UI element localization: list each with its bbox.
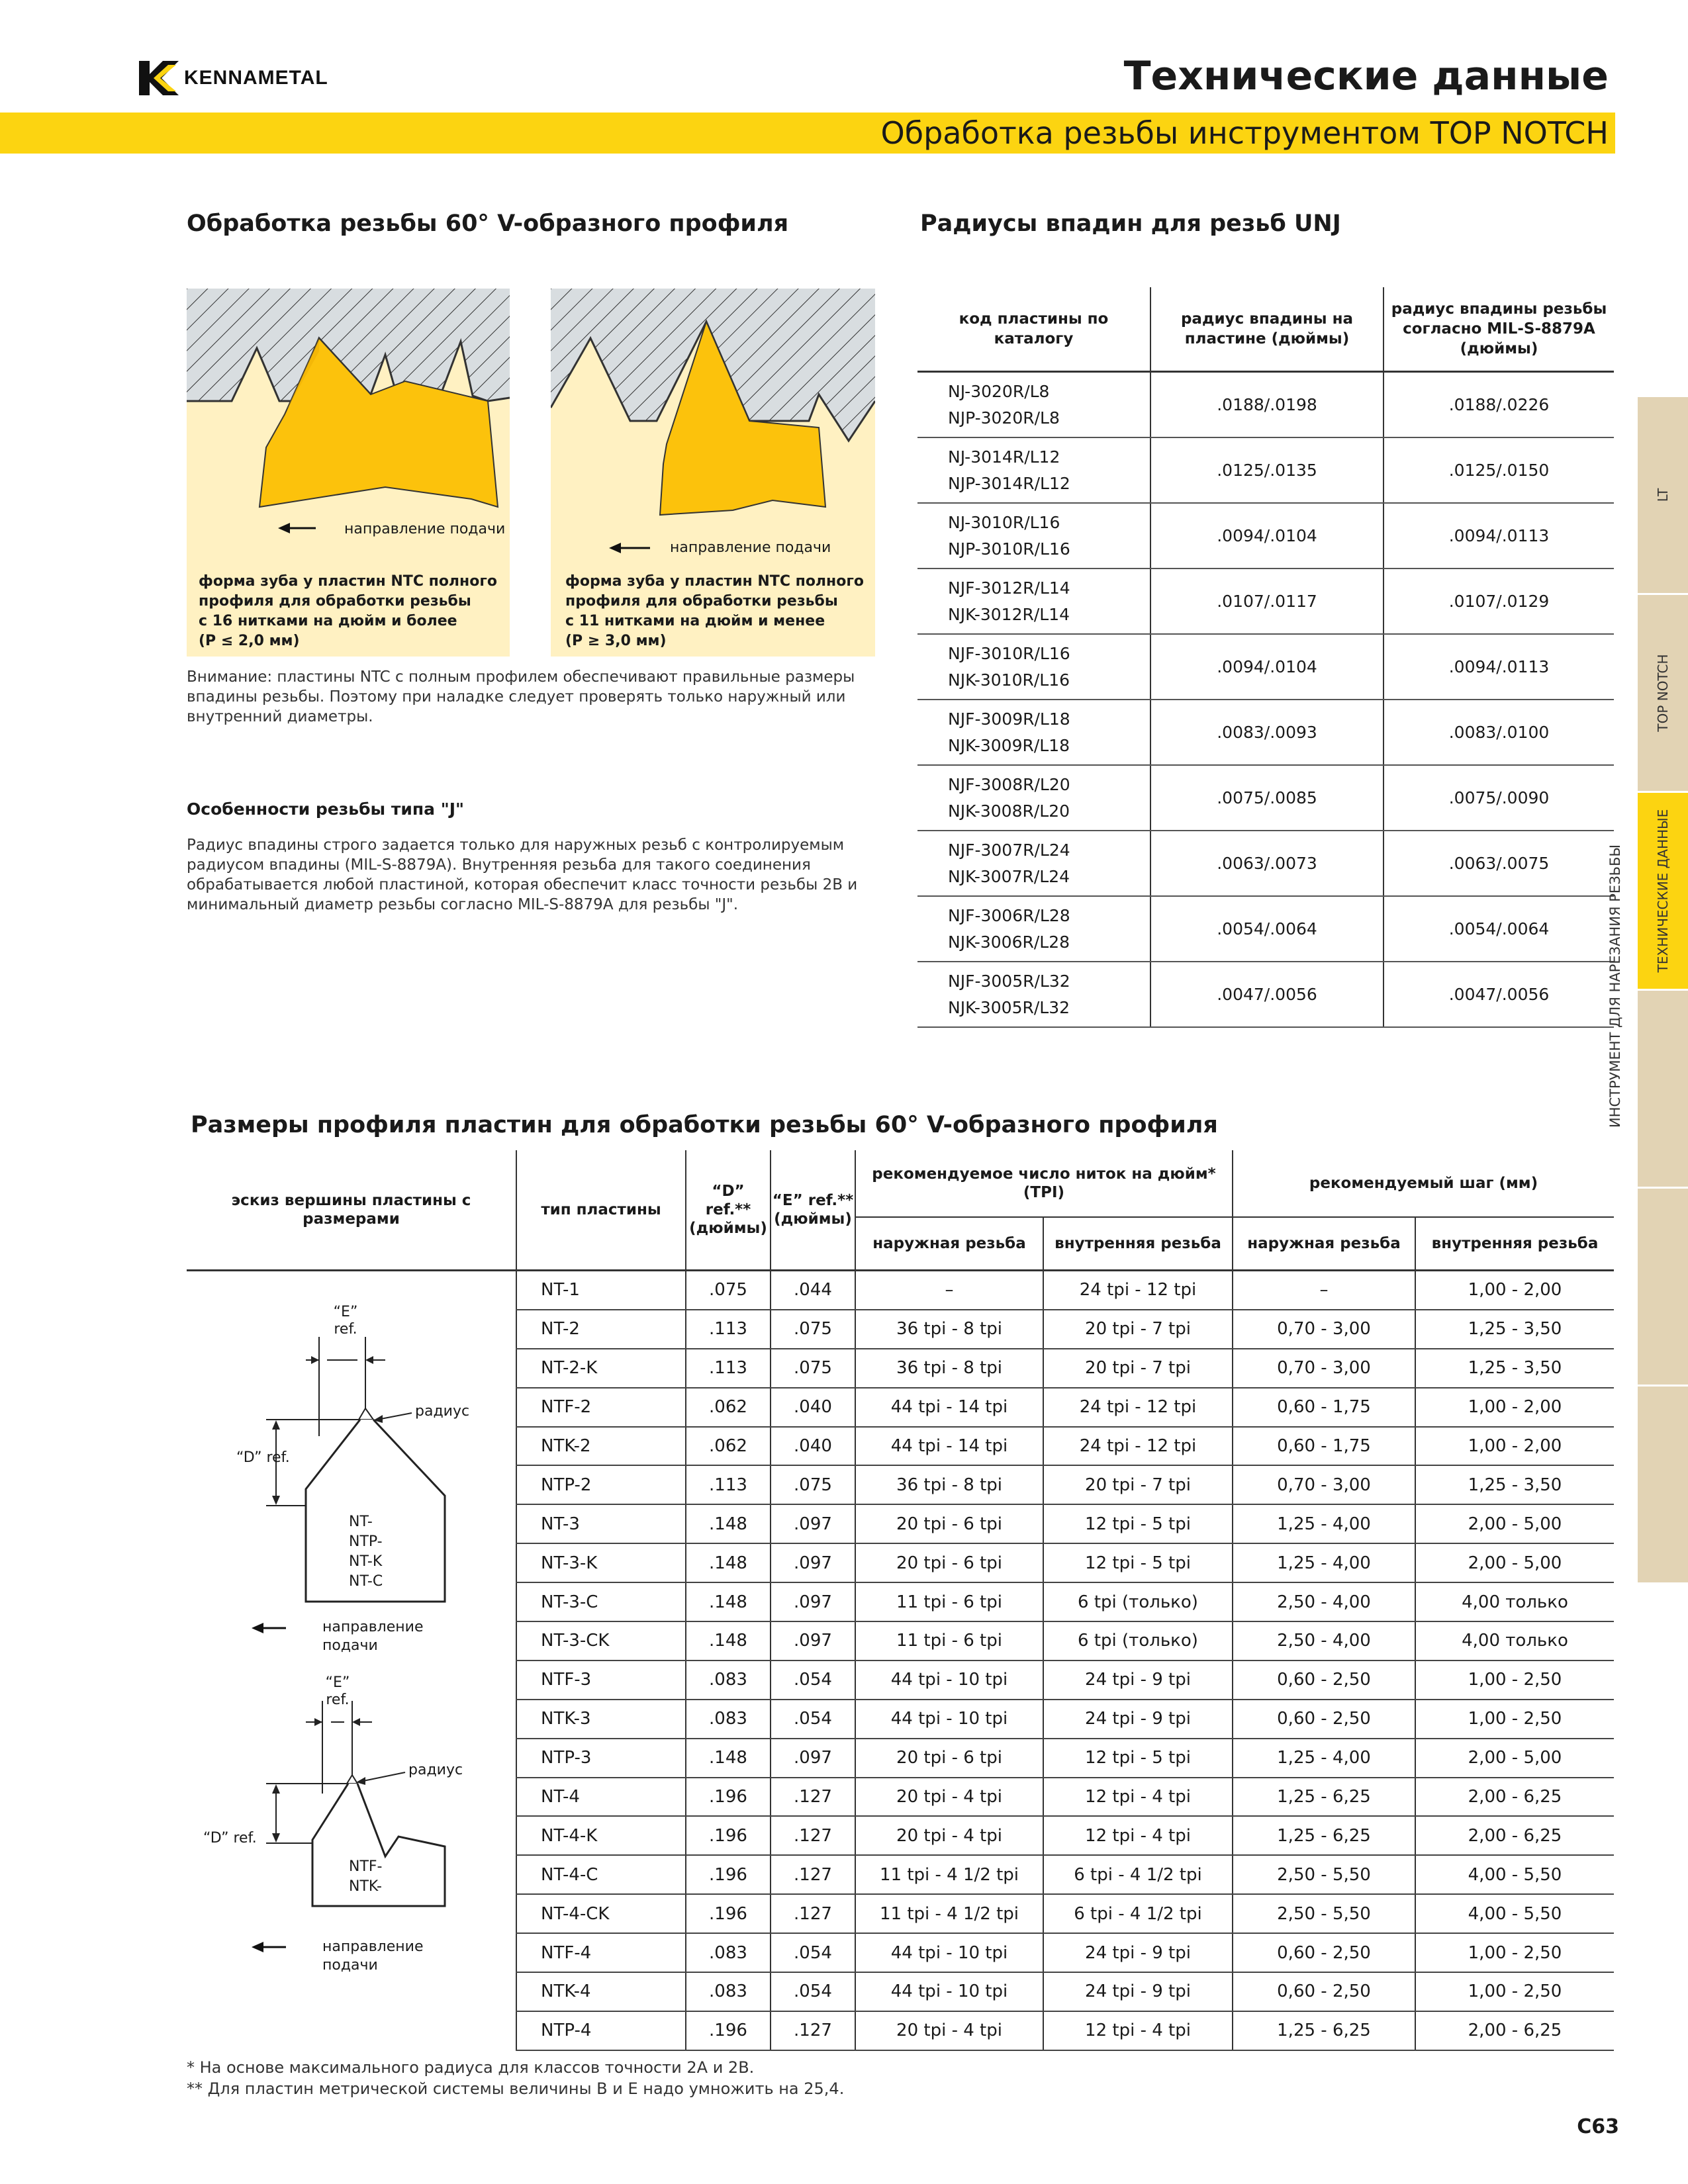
pitch-internal: 2,00 - 6,25 bbox=[1415, 1778, 1614, 1817]
j-thread-text: Радиус впадины строго задается только для наружных резьб с контролируемым радиусом впадины (MIL-S-8879A). Внутренняя резьба для такого соединения обрабатывается любой пластиной, которая обеспечит класс точности резьбы 2B и минимальный диаметр резьбы согласно MIL-S-8879A для резьбы "J". bbox=[187, 837, 858, 913]
column-header: радиус впадины на пластине (дюймы) bbox=[1150, 287, 1383, 372]
feed-direction-label: направление подачи bbox=[322, 1938, 424, 1974]
e-ref: .097 bbox=[771, 1739, 855, 1778]
side-tab-blank bbox=[1638, 1387, 1688, 1584]
pitch-external: 0,70 - 3,00 bbox=[1233, 1465, 1415, 1504]
pitch-internal: 4,00 только bbox=[1415, 1582, 1614, 1621]
insert-type: NTK-4 bbox=[516, 1972, 686, 2011]
table-row bbox=[917, 962, 1614, 1027]
insert-radius: .0188/.0198 bbox=[1150, 372, 1383, 438]
e-ref: .075 bbox=[771, 1349, 855, 1388]
side-tab-lt[interactable]: LT bbox=[1638, 397, 1688, 595]
insert-type: NT-2 bbox=[516, 1310, 686, 1349]
insert-radius: .0063/.0073 bbox=[1150, 831, 1383, 896]
pitch-external: 1,25 - 4,00 bbox=[1233, 1739, 1415, 1778]
pitch-external: 2,50 - 5,50 bbox=[1233, 1855, 1415, 1894]
d-ref: .062 bbox=[686, 1388, 771, 1427]
tpi-internal: 12 tpi - 5 tpi bbox=[1043, 1543, 1233, 1582]
e-ref-label: “E” ref. bbox=[325, 1674, 350, 1708]
e-ref: .127 bbox=[771, 2011, 855, 2050]
mil-radius: .0075/.0090 bbox=[1383, 765, 1614, 831]
column-header: “E” ref.** (дюймы) bbox=[771, 1150, 855, 1271]
d-ref: .062 bbox=[686, 1427, 771, 1466]
pitch-external: 0,60 - 2,50 bbox=[1233, 1972, 1415, 2011]
tpi-external: 20 tpi - 4 tpi bbox=[855, 2011, 1043, 2050]
d-ref: .148 bbox=[686, 1582, 771, 1621]
pitch-internal: 1,25 - 3,50 bbox=[1415, 1465, 1614, 1504]
e-ref: .075 bbox=[771, 1310, 855, 1349]
page-subtitle: Обработка резьбы инструментом TOP NOTCH bbox=[880, 115, 1609, 151]
table-header-row bbox=[917, 287, 1614, 372]
d-ref: .075 bbox=[686, 1271, 771, 1310]
tpi-internal: 24 tpi - 9 tpi bbox=[1043, 1661, 1233, 1700]
feed-direction-label: направление подачи bbox=[344, 521, 506, 537]
pitch-external: 0,60 - 2,50 bbox=[1233, 1661, 1415, 1700]
tpi-internal: 24 tpi - 9 tpi bbox=[1043, 1972, 1233, 2011]
table-row bbox=[917, 437, 1614, 503]
tpi-external: 20 tpi - 6 tpi bbox=[855, 1504, 1043, 1543]
column-subheader: наружная резьба bbox=[855, 1217, 1043, 1271]
insert-code: NJF-3007R/L24 NJK-3007R/L24 bbox=[917, 831, 1150, 896]
insert-code: NJF-3009R/L18 NJK-3009R/L18 bbox=[917, 700, 1150, 765]
insert-radius: .0094/.0104 bbox=[1150, 503, 1383, 569]
sketch-type-labels: NT- NTP- NT-K NT-C bbox=[349, 1514, 383, 1590]
mil-radius: .0107/.0129 bbox=[1383, 569, 1614, 634]
mil-radius: .0188/.0226 bbox=[1383, 372, 1614, 438]
table-header-row bbox=[187, 1150, 1614, 1217]
mil-radius: .0094/.0113 bbox=[1383, 634, 1614, 700]
tpi-external: 11 tpi - 6 tpi bbox=[855, 1621, 1043, 1661]
insert-radius: .0094/.0104 bbox=[1150, 634, 1383, 700]
tpi-external: 20 tpi - 4 tpi bbox=[855, 1816, 1043, 1855]
tpi-external: 44 tpi - 10 tpi bbox=[855, 1933, 1043, 1972]
d-ref: .196 bbox=[686, 1816, 771, 1855]
table-row bbox=[917, 372, 1614, 438]
pitch-external: 1,25 - 4,00 bbox=[1233, 1504, 1415, 1543]
insert-type: NTF-4 bbox=[516, 1933, 686, 1972]
page-title: Технические данные bbox=[1123, 53, 1609, 99]
e-ref: .040 bbox=[771, 1427, 855, 1466]
e-ref: .097 bbox=[771, 1582, 855, 1621]
column-subheader: наружная резьба bbox=[1233, 1217, 1415, 1271]
tpi-external: 44 tpi - 10 tpi bbox=[855, 1972, 1043, 2011]
d-ref: .113 bbox=[686, 1349, 771, 1388]
tpi-internal: 24 tpi - 12 tpi bbox=[1043, 1271, 1233, 1310]
mil-radius: .0083/.0100 bbox=[1383, 700, 1614, 765]
d-ref: .083 bbox=[686, 1700, 771, 1739]
radius-label: радиус bbox=[408, 1762, 463, 1778]
pitch-internal: 2,00 - 5,00 bbox=[1415, 1739, 1614, 1778]
diagram-caption: форма зуба у пластин NTC полного профиля для обработки резьбы с 16 нитками на дюйм и более (P ≤ 2,0 мм) bbox=[199, 573, 497, 649]
pitch-external: 2,50 - 5,50 bbox=[1233, 1894, 1415, 1933]
pitch-external: 0,60 - 2,50 bbox=[1233, 1933, 1415, 1972]
e-ref: .054 bbox=[771, 1972, 855, 2011]
tpi-internal: 6 tpi - 4 1/2 tpi bbox=[1043, 1894, 1233, 1933]
pitch-external: 2,50 - 4,00 bbox=[1233, 1582, 1415, 1621]
e-ref: .097 bbox=[771, 1543, 855, 1582]
insert-type: NTP-2 bbox=[516, 1465, 686, 1504]
column-header: код пластины по каталогу bbox=[917, 287, 1150, 372]
pitch-internal: 2,00 - 5,00 bbox=[1415, 1504, 1614, 1543]
pitch-external: 0,60 - 2,50 bbox=[1233, 1700, 1415, 1739]
pitch-external: 0,70 - 3,00 bbox=[1233, 1310, 1415, 1349]
e-ref: .127 bbox=[771, 1894, 855, 1933]
insert-type: NT-3-K bbox=[516, 1543, 686, 1582]
tpi-external: 11 tpi - 4 1/2 tpi bbox=[855, 1894, 1043, 1933]
column-header: тип пластины bbox=[516, 1150, 686, 1271]
column-subheader: внутренняя резьба bbox=[1415, 1217, 1614, 1271]
tpi-external: 36 tpi - 8 tpi bbox=[855, 1465, 1043, 1504]
e-ref: .054 bbox=[771, 1700, 855, 1739]
insert-type: NT-4 bbox=[516, 1778, 686, 1817]
diagram-caption: форма зуба у пластин NTC полного профиля для обработки резьбы с 11 нитками на дюйм и менее (P ≥ 3,0 мм) bbox=[565, 573, 864, 649]
e-ref: .097 bbox=[771, 1621, 855, 1661]
d-ref: .196 bbox=[686, 1894, 771, 1933]
tpi-external: 20 tpi - 4 tpi bbox=[855, 1778, 1043, 1817]
pitch-internal: 4,00 только bbox=[1415, 1621, 1614, 1661]
pitch-internal: 1,25 - 3,50 bbox=[1415, 1349, 1614, 1388]
side-tab-tech-data[interactable]: ТЕХНИЧЕСКИЕ ДАННЫЕ bbox=[1638, 793, 1688, 991]
insert-code: NJF-3010R/L16 NJK-3010R/L16 bbox=[917, 634, 1150, 700]
footnote-2: ** Для пластин метрической системы величины B и E надо умножить на 25,4. bbox=[187, 2079, 845, 2098]
e-ref: .127 bbox=[771, 1855, 855, 1894]
tpi-external: 44 tpi - 14 tpi bbox=[855, 1427, 1043, 1466]
insert-type: NTP-4 bbox=[516, 2011, 686, 2050]
insert-type: NTK-2 bbox=[516, 1427, 686, 1466]
unj-heading: Радиусы впадин для резьб UNJ bbox=[920, 210, 1341, 237]
radius-label: радиус bbox=[415, 1403, 470, 1420]
e-ref-label: “E” ref. bbox=[333, 1304, 358, 1338]
e-ref: .040 bbox=[771, 1388, 855, 1427]
kennametal-k-icon bbox=[139, 61, 180, 95]
tpi-external: 36 tpi - 8 tpi bbox=[855, 1349, 1043, 1388]
insert-code: NJ-3020R/L8 NJP-3020R/L8 bbox=[917, 372, 1150, 438]
tpi-external: 20 tpi - 6 tpi bbox=[855, 1739, 1043, 1778]
tpi-internal: 24 tpi - 9 tpi bbox=[1043, 1700, 1233, 1739]
pitch-internal: 1,00 - 2,50 bbox=[1415, 1700, 1614, 1739]
table-row bbox=[917, 503, 1614, 569]
pitch-internal: 1,25 - 3,50 bbox=[1415, 1310, 1614, 1349]
insert-code: NJ-3014R/L12 NJP-3014R/L12 bbox=[917, 437, 1150, 503]
tpi-internal: 12 tpi - 4 tpi bbox=[1043, 1778, 1233, 1817]
insert-type: NT-1 bbox=[516, 1271, 686, 1310]
mil-radius: .0094/.0113 bbox=[1383, 503, 1614, 569]
insert-code: NJF-3006R/L28 NJK-3006R/L28 bbox=[917, 896, 1150, 962]
mil-radius: .0054/.0064 bbox=[1383, 896, 1614, 962]
d-ref: .196 bbox=[686, 1855, 771, 1894]
pitch-internal: 4,00 - 5,50 bbox=[1415, 1855, 1614, 1894]
insert-type: NT-2-K bbox=[516, 1349, 686, 1388]
pitch-internal: 2,00 - 6,25 bbox=[1415, 2011, 1614, 2050]
table-row bbox=[917, 569, 1614, 634]
column-header: “D” ref.** (дюймы) bbox=[686, 1150, 771, 1271]
table-row bbox=[917, 700, 1614, 765]
pitch-internal: 2,00 - 6,25 bbox=[1415, 1816, 1614, 1855]
pitch-internal: 1,00 - 2,50 bbox=[1415, 1661, 1614, 1700]
ntc-note: Внимание: пластины NTC с полным профилем обеспечивают правильные размеры впадины резьбы. Поэтому при наладке следует проверять только наружный или внутренний диаметры. bbox=[187, 668, 855, 725]
insert-type: NTF-2 bbox=[516, 1388, 686, 1427]
pitch-external: 1,25 - 6,25 bbox=[1233, 1778, 1415, 1817]
pitch-external: 0,60 - 1,75 bbox=[1233, 1388, 1415, 1427]
j-thread-heading: Особенности резьбы типа "J" bbox=[187, 799, 465, 819]
insert-code: NJ-3010R/L16 NJP-3010R/L16 bbox=[917, 503, 1150, 569]
d-ref: .148 bbox=[686, 1739, 771, 1778]
tpi-internal: 12 tpi - 4 tpi bbox=[1043, 1816, 1233, 1855]
e-ref: .127 bbox=[771, 1778, 855, 1817]
d-ref: .113 bbox=[686, 1465, 771, 1504]
insert-radius: .0047/.0056 bbox=[1150, 962, 1383, 1027]
e-ref: .075 bbox=[771, 1465, 855, 1504]
tpi-internal: 6 tpi - 4 1/2 tpi bbox=[1043, 1855, 1233, 1894]
mil-radius: .0047/.0056 bbox=[1383, 962, 1614, 1027]
insert-type: NT-3-CK bbox=[516, 1621, 686, 1661]
tpi-external: 44 tpi - 14 tpi bbox=[855, 1388, 1043, 1427]
side-tab-blank bbox=[1638, 1189, 1688, 1387]
tpi-external: 36 tpi - 8 tpi bbox=[855, 1310, 1043, 1349]
column-header: радиус впадины резьбы согласно MIL-S-8879A (дюймы) bbox=[1383, 287, 1614, 372]
table-row bbox=[917, 831, 1614, 896]
pitch-external: 2,50 - 4,00 bbox=[1233, 1621, 1415, 1661]
unj-radius-table bbox=[917, 287, 1614, 1028]
tpi-external: 11 tpi - 6 tpi bbox=[855, 1582, 1043, 1621]
insert-radius: .0083/.0093 bbox=[1150, 700, 1383, 765]
tpi-external: – bbox=[855, 1271, 1043, 1310]
tpi-internal: 24 tpi - 12 tpi bbox=[1043, 1388, 1233, 1427]
d-ref: .083 bbox=[686, 1661, 771, 1700]
d-ref: .148 bbox=[686, 1504, 771, 1543]
d-ref: .113 bbox=[686, 1310, 771, 1349]
column-header: эскиз вершины пластины с размерами bbox=[187, 1150, 516, 1271]
tpi-internal: 24 tpi - 12 tpi bbox=[1043, 1427, 1233, 1466]
insert-type: NT-4-K bbox=[516, 1816, 686, 1855]
column-header: рекомендуемый шаг (мм) bbox=[1233, 1150, 1614, 1217]
e-ref: .054 bbox=[771, 1661, 855, 1700]
insert-radius: .0075/.0085 bbox=[1150, 765, 1383, 831]
thread-diagram-fine bbox=[187, 289, 510, 657]
tpi-external: 20 tpi - 6 tpi bbox=[855, 1543, 1043, 1582]
mil-radius: .0063/.0075 bbox=[1383, 831, 1614, 896]
d-ref: .196 bbox=[686, 2011, 771, 2050]
pitch-external: 0,70 - 3,00 bbox=[1233, 1349, 1415, 1388]
tpi-external: 44 tpi - 10 tpi bbox=[855, 1661, 1043, 1700]
profile-heading: Размеры профиля пластин для обработки резьбы 60° V-образного профиля bbox=[191, 1112, 1218, 1138]
footnote-1: * На основе максимального радиуса для классов точности 2A и 2B. bbox=[187, 2058, 755, 2077]
pitch-internal: 1,00 - 2,50 bbox=[1415, 1933, 1614, 1972]
column-header: рекомендуемое число ниток на дюйм* (TPI) bbox=[855, 1150, 1233, 1217]
pitch-external: – bbox=[1233, 1271, 1415, 1310]
insert-radius: .0054/.0064 bbox=[1150, 896, 1383, 962]
insert-type: NTK-3 bbox=[516, 1700, 686, 1739]
tpi-internal: 20 tpi - 7 tpi bbox=[1043, 1349, 1233, 1388]
mil-radius: .0125/.0150 bbox=[1383, 437, 1614, 503]
d-ref: .083 bbox=[686, 1933, 771, 1972]
pitch-external: 0,60 - 1,75 bbox=[1233, 1427, 1415, 1466]
insert-type: NTP-3 bbox=[516, 1739, 686, 1778]
e-ref: .097 bbox=[771, 1504, 855, 1543]
d-ref: .148 bbox=[686, 1543, 771, 1582]
insert-code: NJF-3008R/L20 NJK-3008R/L20 bbox=[917, 765, 1150, 831]
insert-type: NT-3 bbox=[516, 1504, 686, 1543]
d-ref: .083 bbox=[686, 1972, 771, 2011]
side-tab-top-notch[interactable]: TOP NOTCH bbox=[1638, 595, 1688, 793]
section-side-label: ИНСТРУМЕНТ ДЛЯ НАРЕЗАНИЯ РЕЗЬБЫ bbox=[1607, 844, 1623, 1128]
sketch-type-labels: NTF- NTK- bbox=[349, 1858, 383, 1895]
d-ref: .148 bbox=[686, 1621, 771, 1661]
insert-sketches bbox=[187, 1284, 511, 2038]
insert-type: NT-3-C bbox=[516, 1582, 686, 1621]
tpi-internal: 6 tpi (только) bbox=[1043, 1582, 1233, 1621]
e-ref: .044 bbox=[771, 1271, 855, 1310]
page-number: C63 bbox=[1577, 2115, 1619, 2138]
column-subheader: внутренняя резьба bbox=[1043, 1217, 1233, 1271]
insert-sketch-graphic bbox=[187, 1284, 511, 2038]
e-ref: .127 bbox=[771, 1816, 855, 1855]
pitch-internal: 1,00 - 2,00 bbox=[1415, 1271, 1614, 1310]
pitch-internal: 2,00 - 5,00 bbox=[1415, 1543, 1614, 1582]
logo-text: KENNAMETAL bbox=[184, 67, 328, 89]
pitch-internal: 1,00 - 2,00 bbox=[1415, 1388, 1614, 1427]
pitch-external: 1,25 - 4,00 bbox=[1233, 1543, 1415, 1582]
e-ref: .054 bbox=[771, 1933, 855, 1972]
tpi-internal: 20 tpi - 7 tpi bbox=[1043, 1310, 1233, 1349]
brand-logo bbox=[139, 61, 328, 95]
insert-type: NT-4-CK bbox=[516, 1894, 686, 1933]
vthread-heading: Обработка резьбы 60° V-образного профиля bbox=[187, 210, 789, 237]
table-row bbox=[917, 765, 1614, 831]
insert-type: NTF-3 bbox=[516, 1661, 686, 1700]
pitch-internal: 1,00 - 2,50 bbox=[1415, 1972, 1614, 2011]
pitch-internal: 4,00 - 5,50 bbox=[1415, 1894, 1614, 1933]
d-ref-label: “D” ref. bbox=[236, 1449, 290, 1466]
tpi-external: 11 tpi - 4 1/2 tpi bbox=[855, 1855, 1043, 1894]
side-tab-blank bbox=[1638, 991, 1688, 1189]
table-row bbox=[917, 634, 1614, 700]
tpi-internal: 12 tpi - 5 tpi bbox=[1043, 1739, 1233, 1778]
tpi-internal: 20 tpi - 7 tpi bbox=[1043, 1465, 1233, 1504]
pitch-internal: 1,00 - 2,00 bbox=[1415, 1427, 1614, 1466]
tpi-internal: 12 tpi - 5 tpi bbox=[1043, 1504, 1233, 1543]
tpi-internal: 6 tpi (только) bbox=[1043, 1621, 1233, 1661]
tpi-internal: 24 tpi - 9 tpi bbox=[1043, 1933, 1233, 1972]
table-row bbox=[917, 896, 1614, 962]
d-ref-label: “D” ref. bbox=[203, 1830, 257, 1846]
insert-radius: .0107/.0117 bbox=[1150, 569, 1383, 634]
tpi-external: 44 tpi - 10 tpi bbox=[855, 1700, 1043, 1739]
feed-direction-label: направление подачи bbox=[322, 1619, 424, 1654]
insert-type: NT-4-C bbox=[516, 1855, 686, 1894]
pitch-external: 1,25 - 6,25 bbox=[1233, 2011, 1415, 2050]
d-ref: .196 bbox=[686, 1778, 771, 1817]
tpi-internal: 12 tpi - 4 tpi bbox=[1043, 2011, 1233, 2050]
insert-radius: .0125/.0135 bbox=[1150, 437, 1383, 503]
pitch-external: 1,25 - 6,25 bbox=[1233, 1816, 1415, 1855]
insert-code: NJF-3005R/L32 NJK-3005R/L32 bbox=[917, 962, 1150, 1027]
insert-code: NJF-3012R/L14 NJK-3012R/L14 bbox=[917, 569, 1150, 634]
thread-diagram-coarse bbox=[551, 289, 875, 657]
feed-direction-label: направление подачи bbox=[670, 539, 831, 556]
